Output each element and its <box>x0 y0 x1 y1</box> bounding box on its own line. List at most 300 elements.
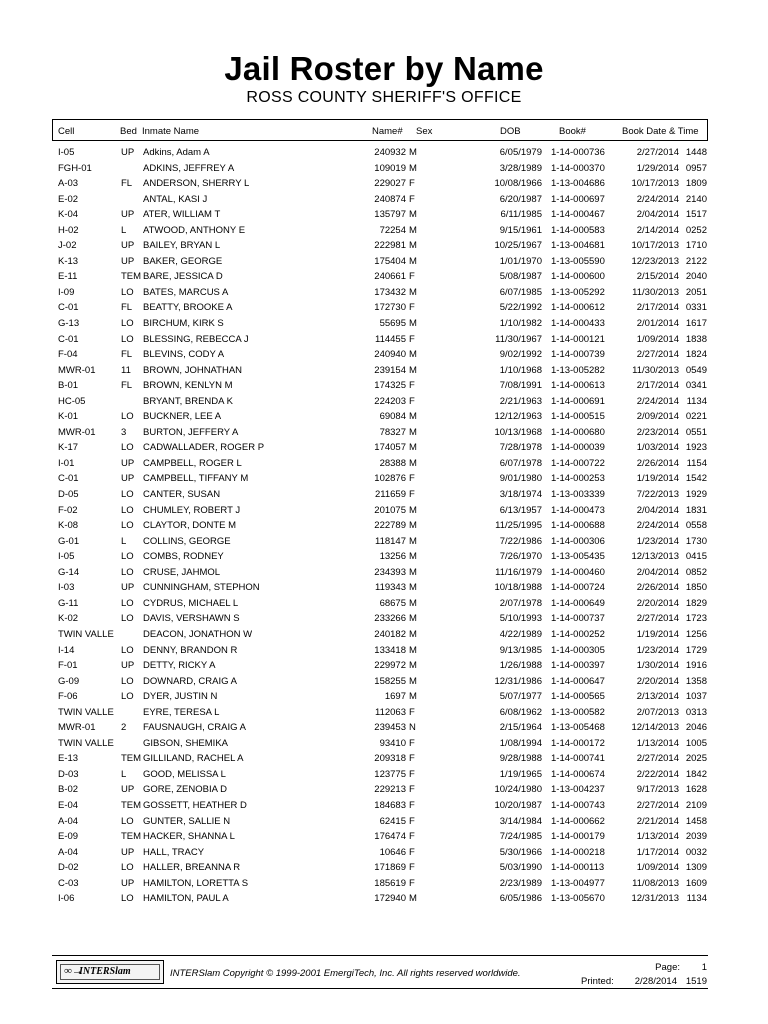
row-cell: I-14 <box>58 644 75 656</box>
row-name-number: 1697 <box>384 691 406 703</box>
row-sex: F <box>409 706 415 718</box>
row-dob: 5/03/1990 <box>499 862 542 874</box>
row-dob: 11/16/1979 <box>495 566 542 578</box>
row-dob: 4/22/1989 <box>499 628 542 640</box>
row-book-time: 1809 <box>685 178 707 190</box>
row-book-time: 2040 <box>685 271 707 283</box>
row-sex: F <box>409 271 415 283</box>
row-inmate-name: CHUMLEY, ROBERT J <box>143 504 241 516</box>
row-cell: E-02 <box>58 193 79 205</box>
row-name-number: 112063 <box>375 706 406 718</box>
row-book-number: 1-14-000674 <box>551 768 605 780</box>
row-dob: 1/01/1970 <box>499 255 542 267</box>
row-bed: LO <box>121 613 134 625</box>
row-book-time: 1358 <box>685 675 707 687</box>
table-row <box>0 207 768 223</box>
row-sex: M <box>409 411 417 423</box>
row-book-number: 1-14-000613 <box>551 380 605 392</box>
row-inmate-name: DETTY, RICKY A <box>143 660 216 672</box>
row-name-number: 158255 <box>374 675 406 687</box>
row-bed: UP <box>121 784 135 796</box>
column-header-dob: DOB <box>500 126 521 137</box>
row-dob: 7/26/1970 <box>499 551 542 563</box>
table-row <box>0 751 768 767</box>
row-dob: 5/30/1966 <box>499 846 542 858</box>
row-book-time: 1923 <box>685 442 707 454</box>
row-dob: 7/22/1986 <box>499 535 542 547</box>
row-book-number: 1-13-004681 <box>551 240 605 252</box>
row-cell: K-02 <box>58 613 79 625</box>
table-row <box>0 798 768 814</box>
row-inmate-name: BROWN, KENLYN M <box>143 380 233 392</box>
row-book-time: 1850 <box>685 582 707 594</box>
row-bed: LO <box>121 442 134 454</box>
row-dob: 9/15/1961 <box>499 224 542 236</box>
row-book-time: 1617 <box>685 318 707 330</box>
row-book-time: 1037 <box>685 691 707 703</box>
row-name-number: 184683 <box>374 799 406 811</box>
row-cell: E-04 <box>58 799 79 811</box>
row-book-number: 1-14-000252 <box>551 628 605 640</box>
row-inmate-name: ANTAL, KASI J <box>143 193 208 205</box>
row-sex: M <box>409 442 417 454</box>
row-book-date: 2/20/2014 <box>636 597 679 609</box>
row-sex: F <box>409 877 415 889</box>
row-dob: 10/24/1980 <box>494 784 542 796</box>
row-book-date: 1/09/2014 <box>636 333 679 345</box>
table-row <box>0 456 768 472</box>
row-bed: UP <box>121 209 135 221</box>
row-book-number: 1-14-000722 <box>551 457 605 469</box>
row-sex: F <box>409 395 415 407</box>
row-inmate-name: HAMILTON, PAUL A <box>143 893 229 905</box>
row-cell: F-06 <box>58 691 78 703</box>
row-book-number: 1-14-000121 <box>551 333 605 345</box>
row-name-number: 229213 <box>374 784 406 796</box>
row-name-number: 175404 <box>374 255 406 267</box>
row-book-time: 0313 <box>685 706 707 718</box>
row-sex: M <box>409 551 417 563</box>
row-name-number: 222789 <box>374 520 406 532</box>
row-inmate-name: BLEVINS, CODY A <box>143 349 225 361</box>
row-book-date: 2/26/2014 <box>636 457 679 469</box>
row-sex: F <box>409 799 415 811</box>
row-bed: LO <box>121 675 134 687</box>
row-cell: F-04 <box>58 349 78 361</box>
row-name-number: 72254 <box>379 224 406 236</box>
row-book-time: 1916 <box>685 660 707 672</box>
row-sex: N <box>409 722 416 734</box>
row-bed: LO <box>121 551 134 563</box>
row-name-number: 229027 <box>374 178 406 190</box>
row-book-date: 1/19/2014 <box>636 473 679 485</box>
row-book-number: 1-14-000565 <box>551 691 605 703</box>
row-book-date: 2/27/2014 <box>636 799 679 811</box>
row-name-number: 174325 <box>374 380 406 392</box>
row-book-time: 1729 <box>685 644 707 656</box>
row-cell: G-09 <box>58 675 80 687</box>
row-dob: 12/31/1986 <box>494 675 542 687</box>
row-book-number: 1-14-000113 <box>551 862 605 874</box>
row-name-number: 229972 <box>374 660 406 672</box>
row-book-number: 1-14-000039 <box>551 442 605 454</box>
row-name-number: 68675 <box>379 597 406 609</box>
row-book-time: 0957 <box>685 162 707 174</box>
row-book-time: 1842 <box>685 768 707 780</box>
row-name-number: 10646 <box>379 846 406 858</box>
row-name-number: 133418 <box>374 644 406 656</box>
row-bed: UP <box>121 877 135 889</box>
row-book-date: 9/17/2013 <box>636 784 679 796</box>
table-row <box>0 394 768 410</box>
row-book-date: 2/07/2013 <box>636 706 679 718</box>
report-title: Jail Roster by Name <box>224 50 544 87</box>
table-row <box>0 378 768 394</box>
row-dob: 3/14/1984 <box>499 815 542 827</box>
row-inmate-name: DOWNARD, CRAIG A <box>143 675 237 687</box>
column-header-inmate-name: Inmate Name <box>142 126 200 137</box>
row-book-date: 2/17/2014 <box>636 302 679 314</box>
row-book-number: 1-13-005590 <box>551 255 605 267</box>
row-book-time: 2122 <box>685 255 707 267</box>
table-row <box>0 518 768 534</box>
row-book-time: 1458 <box>685 815 707 827</box>
row-inmate-name: DEACON, JONATHON W <box>143 628 253 640</box>
table-row <box>0 238 768 254</box>
row-book-number: 1-14-000253 <box>551 473 605 485</box>
row-book-time: 2039 <box>685 831 707 843</box>
row-book-time: 0415 <box>685 551 707 563</box>
row-dob: 9/13/1985 <box>499 644 542 656</box>
table-row <box>0 192 768 208</box>
row-sex: M <box>409 318 417 330</box>
row-sex: M <box>409 209 417 221</box>
row-cell: E-13 <box>58 753 79 765</box>
row-cell: C-01 <box>58 473 79 485</box>
row-book-time: 1723 <box>685 613 707 625</box>
table-row <box>0 627 768 643</box>
row-inmate-name: CAMPBELL, ROGER L <box>143 457 242 469</box>
row-inmate-name: GORE, ZENOBIA D <box>143 784 227 796</box>
row-name-number: 13256 <box>379 551 406 563</box>
row-sex: M <box>409 504 417 516</box>
row-bed: LO <box>121 318 134 330</box>
table-row <box>0 176 768 192</box>
row-book-time: 0551 <box>685 426 707 438</box>
row-dob: 6/13/1957 <box>499 504 542 516</box>
row-cell: H-02 <box>58 224 79 236</box>
table-row <box>0 254 768 270</box>
row-name-number: 201075 <box>374 504 406 516</box>
row-cell: I-01 <box>58 457 75 469</box>
row-inmate-name: BAKER, GEORGE <box>143 255 223 267</box>
row-cell: G-01 <box>58 535 80 547</box>
row-book-number: 1-14-000662 <box>551 815 605 827</box>
row-dob: 2/15/1964 <box>499 722 542 734</box>
row-book-time: 1154 <box>686 457 707 469</box>
row-book-date: 2/24/2014 <box>636 520 679 532</box>
row-book-number: 1-14-000460 <box>551 566 605 578</box>
row-dob: 1/19/1965 <box>499 768 542 780</box>
row-book-time: 0221 <box>685 411 707 423</box>
row-book-date: 1/23/2014 <box>636 535 679 547</box>
row-bed: FL <box>121 349 133 361</box>
row-book-time: 1309 <box>685 862 707 874</box>
row-book-date: 11/30/2013 <box>632 286 679 298</box>
row-sex: F <box>409 302 415 314</box>
row-book-time: 1831 <box>685 504 707 516</box>
row-inmate-name: CADWALLADER, ROGER P <box>143 442 265 454</box>
row-book-date: 1/17/2014 <box>636 846 679 858</box>
row-book-time: 1134 <box>686 893 707 905</box>
row-cell: I-09 <box>58 286 75 298</box>
logo-mark-icon: ∞→ <box>64 965 83 977</box>
row-book-date: 2/13/2014 <box>636 691 679 703</box>
row-book-number: 1-13-004686 <box>551 178 605 190</box>
row-cell: MWR-01 <box>58 426 96 438</box>
row-book-number: 1-14-000741 <box>551 753 605 765</box>
row-dob: 3/18/1974 <box>499 489 542 501</box>
row-book-number: 1-14-000305 <box>551 644 605 656</box>
row-cell: I-05 <box>58 147 75 158</box>
table-row <box>0 487 768 503</box>
row-inmate-name: BARE, JESSICA D <box>143 271 223 283</box>
row-sex: M <box>409 628 417 640</box>
row-book-date: 2/09/2014 <box>636 411 679 423</box>
row-inmate-name: BLESSING, REBECCA J <box>143 333 249 345</box>
row-book-number: 1-13-005468 <box>551 722 605 734</box>
row-sex: M <box>409 224 417 236</box>
row-dob: 9/01/1980 <box>499 473 542 485</box>
row-book-number: 1-14-000743 <box>551 799 605 811</box>
table-row <box>0 425 768 441</box>
row-sex: M <box>409 457 417 469</box>
row-cell: A-04 <box>58 815 79 827</box>
row-inmate-name: BATES, MARCUS A <box>143 286 229 298</box>
row-book-time: 1929 <box>685 489 707 501</box>
row-dob: 12/12/1963 <box>494 411 542 423</box>
row-book-date: 12/14/2013 <box>631 722 679 734</box>
printed-time: 1519 <box>685 976 707 987</box>
column-header-cell: Cell <box>58 126 75 137</box>
row-dob: 6/07/1978 <box>499 457 542 469</box>
row-name-number: 240182 <box>374 628 406 640</box>
row-inmate-name: DENNY, BRANDON R <box>143 644 238 656</box>
row-bed: LO <box>121 862 134 874</box>
row-sex: M <box>409 675 417 687</box>
table-row <box>0 720 768 736</box>
table-row <box>0 549 768 565</box>
row-inmate-name: CRUSE, JAHMOL <box>143 566 221 578</box>
row-inmate-name: DAVIS, VERSHAWN S <box>143 613 240 625</box>
row-inmate-name: ANDERSON, SHERRY L <box>143 178 250 190</box>
row-bed: TEM <box>121 753 142 765</box>
table-row <box>0 534 768 550</box>
row-book-date: 2/21/2014 <box>636 815 679 827</box>
row-dob: 1/10/1968 <box>499 364 542 376</box>
row-inmate-name: GIBSON, SHEMIKA <box>143 737 228 749</box>
row-name-number: 222981 <box>374 240 406 252</box>
row-sex: M <box>409 597 417 609</box>
row-dob: 2/07/1978 <box>499 597 542 609</box>
row-book-date: 2/23/2014 <box>636 426 679 438</box>
row-bed: UP <box>121 473 135 485</box>
row-cell: MWR-01 <box>58 722 96 734</box>
row-cell: E-09 <box>58 831 79 843</box>
row-cell: C-01 <box>58 333 79 345</box>
row-bed: UP <box>121 660 135 672</box>
row-sex: F <box>409 815 415 827</box>
row-dob: 2/23/1989 <box>499 877 542 889</box>
row-cell: HC-05 <box>58 395 86 407</box>
row-inmate-name: ADKINS, JEFFREY A <box>143 162 235 174</box>
row-book-number: 1-14-000433 <box>551 318 605 330</box>
row-book-date: 1/23/2014 <box>636 644 679 656</box>
row-dob: 5/10/1993 <box>499 613 542 625</box>
intersiam-logo <box>56 960 164 984</box>
row-book-date: 11/30/2013 <box>632 364 679 376</box>
row-book-time: 2051 <box>685 286 707 298</box>
row-book-number: 1-13-004237 <box>551 784 605 796</box>
row-inmate-name: ATWOOD, ANTHONY E <box>143 224 246 236</box>
row-inmate-name: BEATTY, BROOKE A <box>143 302 233 314</box>
table-row <box>0 782 768 798</box>
table-row <box>0 845 768 861</box>
copyright-notice: INTERSlam Copyright © 1999-2001 EmergiTech, Inc. All rights reserved worldwide. <box>170 968 521 979</box>
row-inmate-name: HALL, TRACY <box>143 846 205 858</box>
row-cell: TWIN VALLE <box>58 737 114 749</box>
row-inmate-name: COLLINS, GEORGE <box>143 535 231 547</box>
row-name-number: 172730 <box>374 302 406 314</box>
row-book-date: 2/24/2014 <box>636 193 679 205</box>
row-bed: TEM <box>121 799 142 811</box>
row-sex: F <box>409 193 415 205</box>
row-sex: M <box>409 349 417 361</box>
row-inmate-name: BAILEY, BRYAN L <box>143 240 221 252</box>
row-sex: M <box>409 162 417 174</box>
row-dob: 7/08/1991 <box>499 380 542 392</box>
row-dob: 6/05/1979 <box>499 147 542 158</box>
row-bed: 2 <box>121 722 127 734</box>
row-bed: FL <box>121 302 133 314</box>
row-book-number: 1-14-000218 <box>551 846 605 858</box>
row-book-date: 2/14/2014 <box>636 224 679 236</box>
row-dob: 1/26/1988 <box>499 660 542 672</box>
row-book-date: 2/27/2014 <box>636 753 679 765</box>
row-cell: D-02 <box>58 862 79 874</box>
row-cell: E-11 <box>58 271 78 283</box>
table-row <box>0 736 768 752</box>
logo-text: INTERSlam <box>79 966 131 977</box>
row-book-date: 1/09/2014 <box>636 862 679 874</box>
row-name-number: 28388 <box>379 457 406 469</box>
table-row <box>0 332 768 348</box>
row-book-number: 1-14-000697 <box>551 193 605 205</box>
row-name-number: 93410 <box>379 737 406 749</box>
table-row <box>0 300 768 316</box>
table-row <box>0 316 768 332</box>
row-book-date: 2/04/2014 <box>636 504 679 516</box>
row-dob: 6/07/1985 <box>499 286 542 298</box>
row-sex: F <box>409 333 415 345</box>
row-book-date: 7/22/2013 <box>636 489 679 501</box>
row-sex: M <box>409 660 417 672</box>
row-book-number: 1-13-003339 <box>551 489 605 501</box>
row-bed: 3 <box>121 426 127 438</box>
row-book-date: 2/17/2014 <box>636 380 679 392</box>
row-bed: LO <box>121 333 134 345</box>
row-inmate-name: EYRE, TERESA L <box>143 706 220 718</box>
row-inmate-name: CAMPBELL, TIFFANY M <box>143 473 249 485</box>
row-cell: G-11 <box>58 597 79 609</box>
table-row <box>0 658 768 674</box>
row-bed: L <box>121 224 127 236</box>
row-inmate-name: FAUSNAUGH, CRAIG A <box>143 722 246 734</box>
row-dob: 1/10/1982 <box>499 318 542 330</box>
row-name-number: 173432 <box>374 286 406 298</box>
row-book-time: 1134 <box>686 395 707 407</box>
row-book-time: 1838 <box>685 333 707 345</box>
row-sex: F <box>409 473 415 485</box>
row-book-time: 1609 <box>685 877 707 889</box>
row-cell: MWR-01 <box>58 364 96 376</box>
row-book-number: 1-14-000680 <box>551 426 605 438</box>
row-bed: UP <box>121 147 135 158</box>
row-book-date: 12/23/2013 <box>631 255 679 267</box>
row-book-time: 1628 <box>685 784 707 796</box>
row-sex: M <box>409 255 417 267</box>
table-row <box>0 269 768 285</box>
row-cell: B-02 <box>58 784 79 796</box>
row-book-number: 1-13-004977 <box>551 877 605 889</box>
row-inmate-name: CYDRUS, MICHAEL L <box>143 597 239 609</box>
column-header-book-number: Book# <box>559 126 586 137</box>
row-sex: M <box>409 644 417 656</box>
row-book-number: 1-14-000737 <box>551 613 605 625</box>
row-name-number: 172940 <box>374 893 406 905</box>
table-row <box>0 471 768 487</box>
table-row <box>0 705 768 721</box>
table-row <box>0 285 768 301</box>
row-book-number: 1-14-000649 <box>551 597 605 609</box>
row-book-time: 0252 <box>685 224 707 236</box>
row-bed: LO <box>121 566 134 578</box>
row-book-number: 1-13-000582 <box>551 706 605 718</box>
row-dob: 6/20/1987 <box>499 193 542 205</box>
row-dob: 10/20/1987 <box>494 799 542 811</box>
row-book-date: 2/04/2014 <box>636 209 679 221</box>
table-row <box>0 876 768 892</box>
row-dob: 6/08/1962 <box>499 706 542 718</box>
row-sex: F <box>409 862 415 874</box>
row-book-date: 1/13/2014 <box>636 831 679 843</box>
row-cell: G-13 <box>58 318 80 330</box>
row-inmate-name: ATER, WILLIAM T <box>143 209 221 221</box>
row-dob: 1/08/1994 <box>499 737 542 749</box>
row-sex: M <box>409 286 417 298</box>
column-header-sex: Sex <box>416 126 433 137</box>
row-bed: LO <box>121 893 134 905</box>
table-row <box>0 223 768 239</box>
row-name-number: 176474 <box>374 831 406 843</box>
row-book-time: 1542 <box>685 473 707 485</box>
row-dob: 10/13/1968 <box>494 426 542 438</box>
row-cell: F-01 <box>58 660 78 672</box>
row-cell: F-02 <box>58 504 78 516</box>
table-row <box>0 891 768 907</box>
row-inmate-name: COMBS, RODNEY <box>143 551 224 563</box>
row-book-number: 1-14-000724 <box>551 582 605 594</box>
